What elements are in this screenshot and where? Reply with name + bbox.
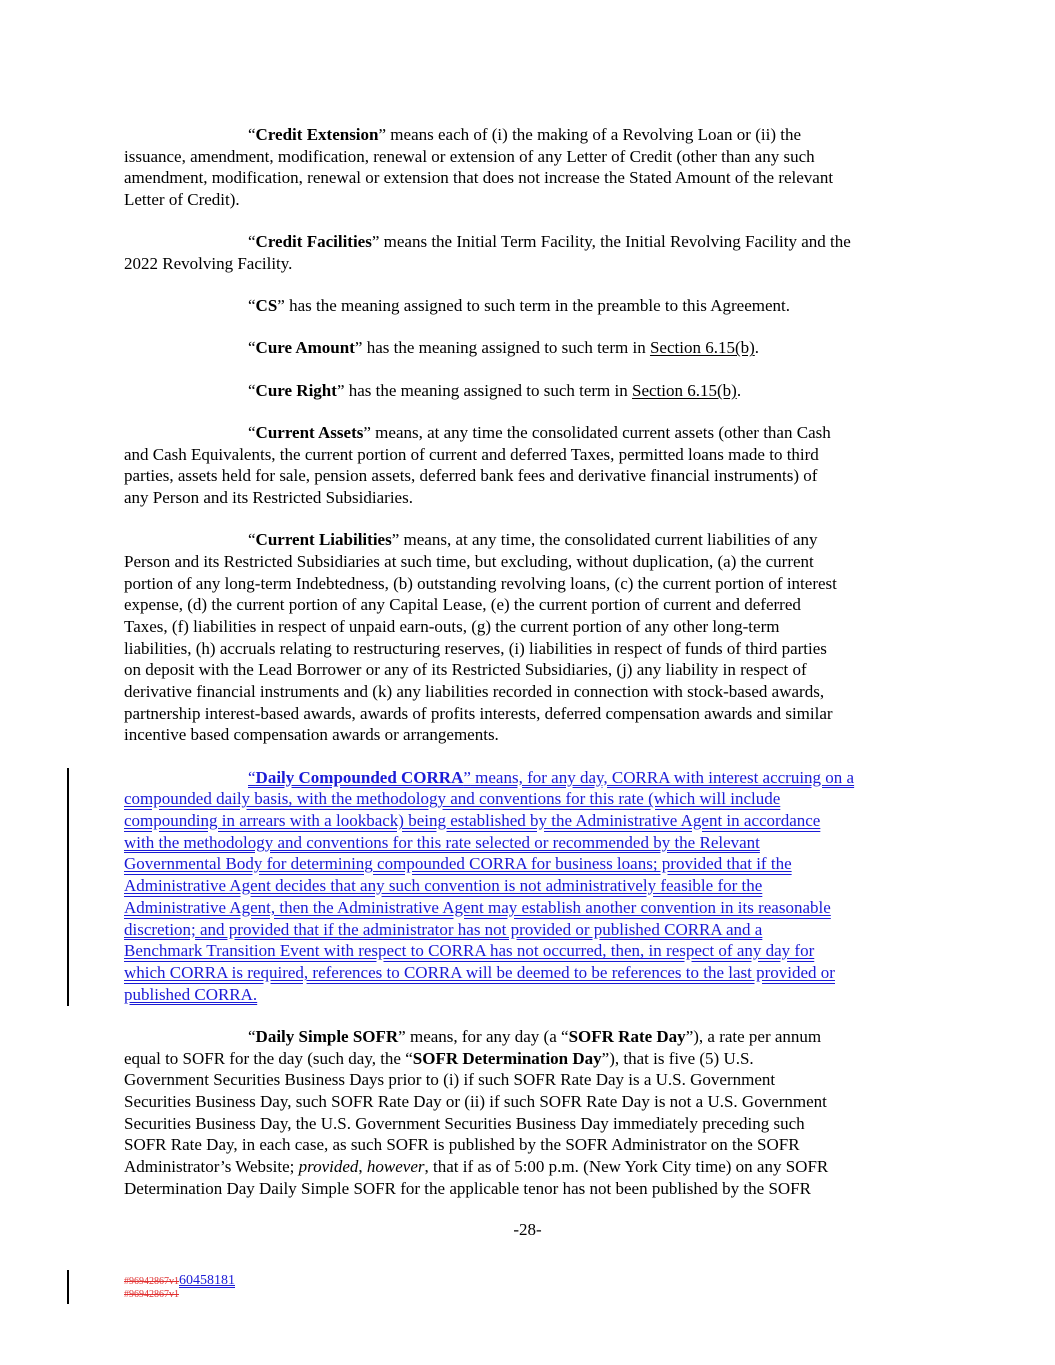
document-page (124, 124, 930, 1220)
defined-term: Credit Extension (255, 125, 379, 144)
definition-daily-simple-sofr: “Daily Simple SOFR” means, for any day (a “SOFR Rate Day”), a rate per annum equal to SOFR for the day (such day, the “SOFR Determination Day”), that is five (5) U.S. Government Securities Business Days prior to (i) if such SOFR Rate Day is a U.S. Government Securities Business Day, such SOFR Rate Day or (ii) if such SOFR Rate Day is not a U.S. Government Securities Business Day, the U.S. Government Securities Business Day immediately preceding such SOFR Rate Day, in each case, as such SOFR is published by the SOFR Administrator on the SOFR Administrator’s Website; provided, however, that if as of 5:00 p.m. (New York City time) on any SOFR Determination Day Daily Simple SOFR for the applicable tenor has not been published by the SOFR (124, 1026, 829, 1198)
change-bar-corra (67, 768, 69, 1006)
document-id-footer (124, 1273, 235, 1301)
inserted-document-id: 60458181 (179, 1273, 235, 1288)
defined-term: Cure Right (255, 380, 337, 400)
deleted-document-id-2: #96942867v1 (124, 1289, 179, 1300)
defined-term: Current Liabilities (255, 530, 392, 550)
definition-cure-right: “Cure Right” has the meaning assigned to such term in Section 6.15(b). (248, 380, 742, 400)
change-bar-footer (67, 1270, 69, 1304)
defined-term: Current Assets (255, 422, 364, 442)
definition-daily-compounded-corra-inserted: “Daily Compounded CORRA” means, for any day, CORRA with interest accruing on a compounded daily basis, with the methodology and conventions for this rate (which will include compounding in arrears with a lookback) being established by the Administrative Agent in accordance with the methodology and conventions for this rate selected or recommended by the Relevant Governmental Body for determining compounded CORRA for business loans; provided that if the Administrative Agent decides that any such convention is not administratively feasible for the Administrative Agent, then the Administrative Agent may establish another convention in its reasonable discretion; and provided that if the administrator has not provided or published CORRA and a Benchmark Transition Event with respect to CORRA has not occurred, then, in respect of any day for which CORRA is required, references to CORRA will be deemed to be references to the last provided or published CORRA. (124, 767, 855, 1004)
definition-cs: “CS” has the meaning assigned to such term in the preamble to this Agreement. (248, 296, 790, 316)
defined-term: SOFR Rate Day (568, 1026, 686, 1046)
definition-cure-amount: “Cure Amount” has the meaning assigned to such term in Section 6.15(b). (248, 338, 760, 358)
section-reference: Section 6.15(b) (632, 380, 737, 400)
defined-term: Cure Amount (255, 338, 355, 358)
definition-credit-facilities: “Credit Facilities” means the Initial Term Facility, the Initial Revolving Facility and the 2022 Revolving Facility. (124, 232, 851, 274)
defined-term: Daily Compounded CORRA (255, 767, 464, 787)
section-reference: Section 6.15(b) (649, 338, 755, 358)
definition-current-assets: “Current Assets” means, at any time the consolidated current assets (other than Cash and Cash Equivalents, the current portion of current and deferred Taxes, permitted loans made to third parties, assets held for sale, pension assets, deferred bank fees and derivative financial instruments) of any Person and its Restricted Subsidiaries. (124, 422, 831, 507)
definition-current-liabilities: “Current Liabilities” means, at any time, the consolidated current liabilities of any Person and its Restricted Subsidiaries at such time, but excluding, without duplication, (a) the current portion of any long-term Indebtedness, (b) outstanding revolving loans, (c) the current portion of interest expense, (d) the current portion of any Capital Lease, (e) the current portion of current and deferred Taxes, (f) liabilities in respect of unpaid earn-outs, (g) the current portion of any other long-term liabilities, (h) accruals relating to restructuring reserves, (i) liabilities in respect of funds of third parties on deposit with the Lead Borrower or any of its Restricted Subsidiaries, (j) any liability in respect of derivative financial instruments and (k) any liabilities recorded in connection with stock-based awards, partnership interest-based awards, awards of profits interests, deferred compensation awards and similar incentive based compensation awards or arrangements. (124, 530, 837, 745)
definition-credit-extension: “Credit Extension” means each of (i) the making of a Revolving Loan or (ii) the issuance, amendment, modification, renewal or extension of any Letter of Credit (other than any such amendment, modification, renewal or extension that does not increase the Stated Amount of the relevant Letter of Credit). (124, 125, 834, 210)
defined-term: Credit Facilities (255, 232, 372, 252)
defined-term: CS (255, 296, 278, 316)
defined-term: SOFR Determination Day (412, 1048, 602, 1068)
defined-term: Daily Simple SOFR (255, 1026, 399, 1046)
page-number: -28- (513, 1220, 542, 1239)
deleted-document-id: #96942867v1 (124, 1276, 179, 1287)
